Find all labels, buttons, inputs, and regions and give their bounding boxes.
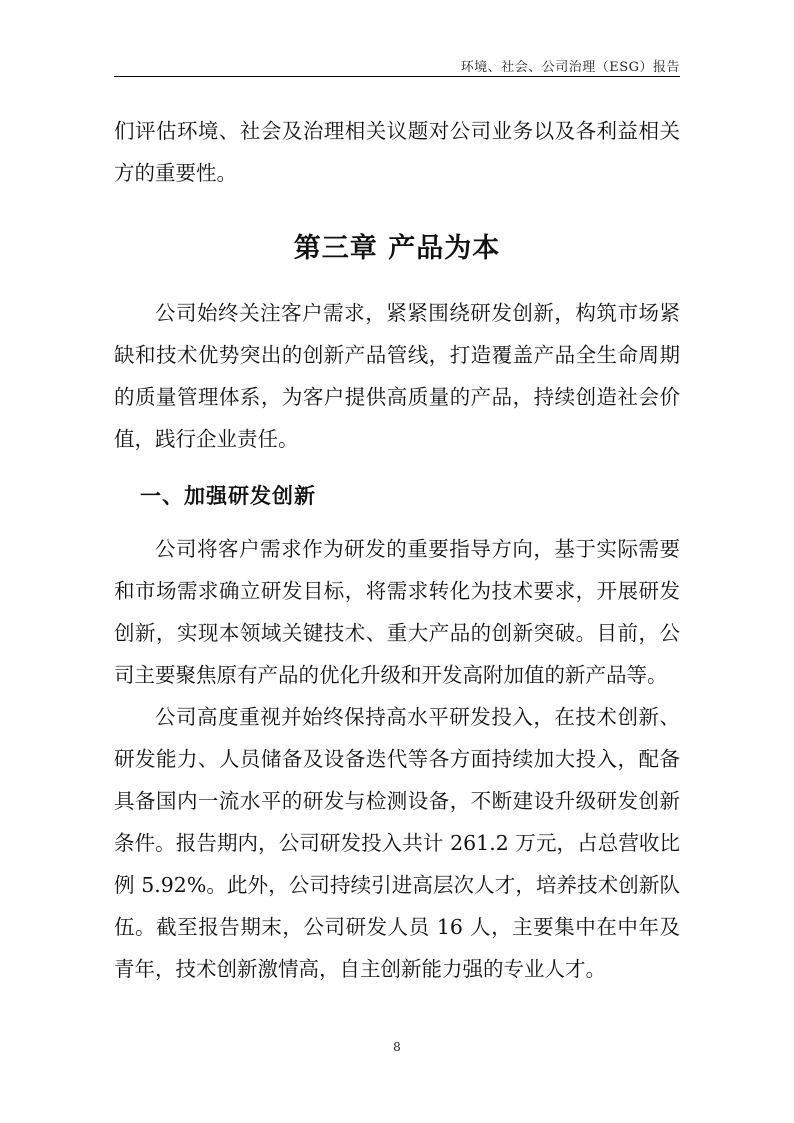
chapter-title: 第三章 产品为本	[293, 233, 501, 264]
header-rule	[114, 76, 680, 77]
continued-paragraph: 们评估环境、社会及治理相关议题对公司业务以及各利益相关方的重要性。	[114, 119, 680, 185]
section-paragraph-1: 公司将客户需求作为研发的重要指导方向，基于实际需要和市场需求确立研发目标，将需求转化为技术要求，开展研发创新，实现本领域关键技术、重大产品的创新突破。目前，公司主要聚焦原有产品的优化升级和开发高附加值的新产品等。	[114, 537, 680, 687]
chapter-intro-paragraph: 公司始终关注客户需求，紧紧围绕研发创新，构筑市场紧缺和技术优势突出的创新产品管线，打造覆盖产品全生命周期的质量管理体系，为客户提供高质量的产品，持续创造社会价值，践行企业责任。	[114, 301, 680, 451]
section-paragraph-2: 公司高度重视并始终保持高水平研发投入，在技术创新、研发能力、人员储备及设备迭代等各方面持续加大投入，配备具备国内一流水平的研发与检测设备，不断建设升级研发创新条件。报告期内，公司研发投入共计 261.2 万元，占总营收比例 5.92%。此外，公司持续引进高层次人才，培养技术创新队伍。截至报告期末，公司研发人员 16 人，主要集中在中年及青年，技术创新激情高，自主创新能力强的专业人才。	[114, 705, 680, 981]
page-number: 8	[393, 1040, 401, 1054]
section-title: 一、加强研发创新	[140, 484, 316, 508]
page-header: 环境、社会、公司治理（ESG）报告	[460, 60, 680, 75]
page-content	[114, 110, 680, 990]
